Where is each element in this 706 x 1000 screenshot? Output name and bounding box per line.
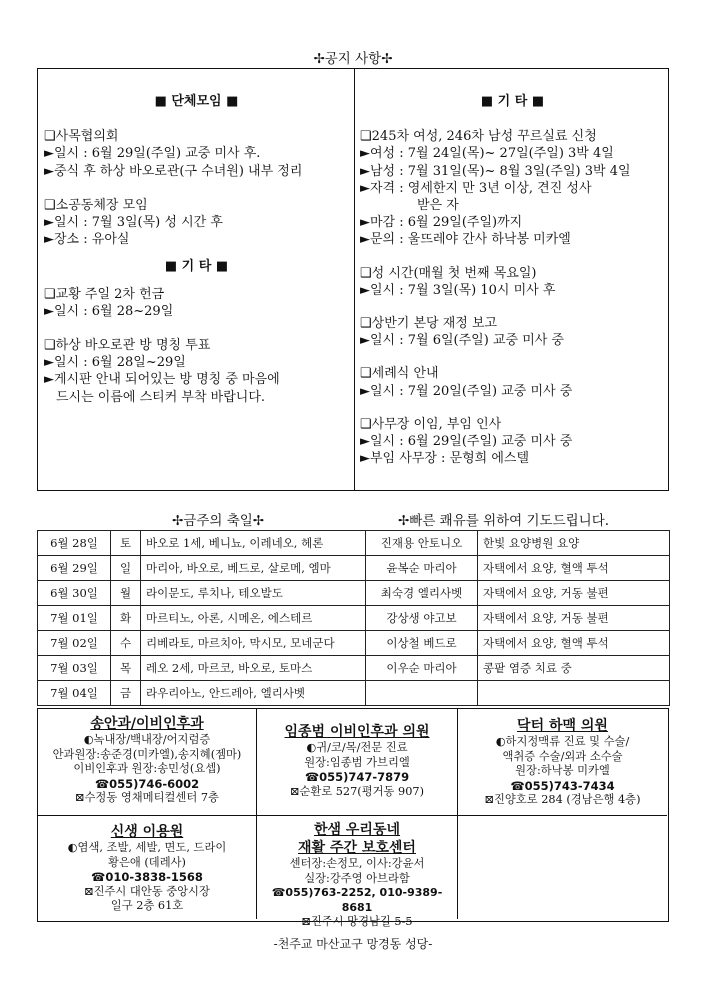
ad-name: 신생 이용원 bbox=[110, 824, 184, 840]
feast-date: 6월 30일 bbox=[38, 581, 111, 606]
notice-item-line: ►남성 : 7월 31일(목)~ 8월 3일(주일) 3박 4일 bbox=[360, 163, 631, 179]
feast-weekday: 월 bbox=[111, 581, 141, 606]
prayer-note: 자택에서 요양, 혈액 투석 bbox=[478, 556, 670, 581]
feast-saints: 마리아, 바오로, 베드로, 살로메, 엠마 bbox=[141, 556, 366, 581]
notice-item bbox=[360, 365, 665, 399]
notice-item-title: ❑세례식 안내 bbox=[360, 366, 439, 382]
notice-item-line: ►마감 : 6월 29일(주일)까지 bbox=[360, 215, 523, 231]
ad-lim-ent bbox=[257, 723, 457, 799]
ad-phone: ☎055)747-7879 bbox=[304, 770, 410, 784]
notice-item-title: ❑교황 주일 2차 헌금 bbox=[44, 286, 165, 302]
notice-item-line: ►중식 후 하상 바오로관(구 수녀원) 내부 정리 bbox=[44, 163, 303, 179]
ad-phone: ☎055)746-6002 bbox=[94, 776, 200, 791]
notice-item bbox=[44, 128, 349, 180]
notice-item-line: ►자격 : 영세한지 만 3년 이상, 견진 성사 bbox=[360, 180, 592, 196]
prayer-note: 한빛 요양병원 요양 bbox=[478, 531, 670, 556]
notice-item bbox=[44, 197, 349, 249]
notice-item-line: ►일시 : 7월 20일(주일) 교중 미사 중 bbox=[360, 383, 573, 399]
notice-item bbox=[360, 128, 665, 248]
notice-item-title: ❑245차 여성, 246차 남성 꾸르실료 신청 bbox=[360, 129, 597, 145]
ad-hansaem-care-center bbox=[257, 821, 457, 930]
section-heading-misc: ■ 기 타 ■ bbox=[480, 94, 545, 109]
ad-name: 닥터 하맥 의원 bbox=[517, 718, 608, 734]
ads-divider bbox=[38, 815, 667, 816]
ad-line: 안과원장:송준경(미카엘),송지혜(젬마) bbox=[52, 747, 242, 761]
notice-item-line: ►장소 : 유아실 bbox=[44, 232, 130, 248]
ad-line: 센터장:손정모, 이사:강윤서 bbox=[289, 857, 425, 870]
ad-line: 황은애 (데레사) bbox=[108, 855, 186, 869]
feast-weekday: 수 bbox=[111, 631, 141, 656]
notice-item-title: ❑사무장 이임, 부임 인사 bbox=[360, 416, 502, 432]
feast-weekday: 화 bbox=[111, 606, 141, 631]
feast-saints: 리베라토, 마르치아, 막시모, 모네군다 bbox=[141, 631, 366, 656]
notice-right-column bbox=[360, 69, 665, 467]
notice-item-line: ►일시 : 6월 29일(주일) 교중 미사 후. bbox=[44, 146, 261, 162]
notice-item-title: ❑소공동체장 모임 bbox=[44, 197, 148, 213]
table-row bbox=[38, 656, 670, 681]
notice-item-line: ►일시 : 7월 6일(주일) 교중 미사 중 bbox=[360, 333, 564, 349]
feast-date: 6월 28일 bbox=[38, 531, 111, 556]
prayer-title: ✢빠른 쾌유를 위하여 기도드립니다. bbox=[398, 513, 610, 529]
prayer-name: 진재용 안토니오 bbox=[366, 531, 478, 556]
ad-line: ◐염색, 조발, 세발, 면도, 드라이 bbox=[67, 841, 227, 854]
feast-date: 7월 04일 bbox=[38, 681, 111, 706]
prayer-note: 자택에서 요양, 혈액 투석 bbox=[478, 631, 670, 656]
prayer-name: 강상생 야고보 bbox=[366, 606, 478, 631]
feast-prayer-table bbox=[37, 530, 670, 706]
ad-name: 임종범 이비인후과 의원 bbox=[284, 724, 430, 740]
feast-weekday: 토 bbox=[111, 531, 141, 556]
ad-line: 액취증 수술/외과 소수술 bbox=[502, 749, 623, 763]
table-row bbox=[38, 581, 670, 606]
notice-box bbox=[37, 68, 669, 491]
ad-sinsaeng-barber bbox=[38, 823, 256, 914]
ad-address: ⊠진양호로 284 (경남은행 4층) bbox=[484, 793, 641, 806]
ad-phone: ☎055)763-2252, 010-9389-8681 bbox=[271, 886, 443, 914]
feast-saints: 라이문도, 루치나, 테오발도 bbox=[141, 581, 366, 606]
ad-line: ◐귀/코/목/전문 진료 bbox=[306, 741, 408, 754]
notice-item-line: ►게시판 안내 되어있는 방 명칭 중 마음에 bbox=[44, 372, 280, 388]
ad-line: ◐하지정맥류 진료 및 수술/ bbox=[495, 735, 630, 748]
notice-item-title: ❑사목협의회 bbox=[44, 129, 119, 145]
prayer-note: 자택에서 요양, 거동 불편 bbox=[478, 581, 670, 606]
table-row bbox=[38, 556, 670, 581]
notice-item-line: ►여성 : 7월 24일(목)~ 27일(주일) 3박 4일 bbox=[360, 146, 614, 162]
feast-saints: 레오 2세, 마르코, 바오로, 토마스 bbox=[141, 656, 366, 681]
notice-left-column bbox=[44, 69, 349, 406]
notice-item-line: 받은 자 bbox=[417, 198, 459, 214]
ad-line: 원장:임종범 가브리엘 bbox=[304, 755, 410, 769]
notice-item-title: ❑하상 바오로관 방 명칭 투표 bbox=[44, 338, 211, 354]
notice-item-line: ►일시 : 7월 3일(목) 성 시간 후 bbox=[44, 215, 223, 231]
notice-item bbox=[44, 286, 349, 320]
notice-item-title: ❑상반기 본당 재정 보고 bbox=[360, 316, 498, 332]
notice-item-line: ►일시 : 6월 28~29일 bbox=[44, 303, 174, 319]
ad-address: ⊠진주시 망경남길 5-5 bbox=[301, 915, 413, 928]
notice-item bbox=[360, 416, 665, 468]
section-heading-misc: ■ 기 타 ■ bbox=[164, 259, 229, 275]
feast-saints: 마르티노, 아론, 시메온, 에스테르 bbox=[141, 606, 366, 631]
notice-item-line: ►일시 : 6월 28일~29일 bbox=[44, 355, 186, 371]
ads-grid bbox=[37, 708, 669, 928]
notice-item bbox=[360, 315, 665, 349]
prayer-name: 윤복순 마리아 bbox=[366, 556, 478, 581]
ad-phone: ☎055)743-7434 bbox=[510, 778, 615, 793]
feast-weekday: 일 bbox=[111, 556, 141, 581]
prayer-name: 이우순 마리아 bbox=[366, 656, 478, 681]
prayer-name: 이상철 베드로 bbox=[366, 631, 478, 656]
table-row bbox=[38, 631, 670, 656]
feast-saints: 라우리아노, 안드레아, 엘리사벳 bbox=[141, 681, 366, 706]
ad-line: 이비인후과 원장:송민성(요셉) bbox=[73, 762, 221, 775]
prayer-note bbox=[478, 681, 670, 706]
notice-item-line: ►문의 : 울뜨레야 간사 하낙봉 미카엘 bbox=[360, 232, 571, 248]
prayer-note: 자택에서 요양, 거동 불편 bbox=[478, 606, 670, 631]
ad-doctor-hamaek bbox=[458, 717, 667, 808]
ad-name: 한샘 우리동네 bbox=[313, 822, 401, 838]
notice-item bbox=[360, 265, 665, 299]
notice-column-divider bbox=[354, 69, 355, 490]
feast-saints: 바오로 1세, 베니뇨, 이레네오, 헤론 bbox=[141, 531, 366, 556]
notice-item-line: ►일시 : 6월 29일(주일) 교중 미사 중 bbox=[360, 434, 573, 450]
prayer-name: 최숙경 엘리사벳 bbox=[366, 581, 478, 606]
feast-title: ✢금주의 축일✢ bbox=[172, 513, 265, 529]
notice-item-line: ►일시 : 7월 3일(목) 10시 미사 후 bbox=[360, 282, 556, 298]
feast-date: 7월 01일 bbox=[38, 606, 111, 631]
notice-item bbox=[44, 337, 349, 406]
section-heading-group-meetings: ■ 단체모임 ■ bbox=[154, 94, 239, 109]
ad-name: 재활 주간 보호센터 bbox=[298, 840, 416, 856]
notice-item-line: 드시는 이름에 스티커 부착 바랍니다. bbox=[56, 389, 266, 405]
prayer-note: 콩팥 염증 치료 중 bbox=[478, 656, 670, 681]
feast-weekday: 목 bbox=[111, 656, 141, 681]
table-row bbox=[38, 531, 670, 556]
feast-date: 7월 02일 bbox=[38, 631, 111, 656]
ad-phone: ☎010-3838-1568 bbox=[91, 870, 203, 884]
table-row bbox=[38, 681, 670, 706]
feast-date: 6월 29일 bbox=[38, 556, 111, 581]
ad-address: ⊠수정동 영채메티컬센터 7층 bbox=[75, 791, 219, 804]
ad-name: 송안과/이비인후과 bbox=[90, 716, 204, 732]
ad-line: ◐녹내장/백내장/어지럼증 bbox=[83, 733, 211, 746]
prayer-name bbox=[366, 681, 478, 706]
notice-item-line: ►부임 사무장 : 문형희 에스텔 bbox=[360, 451, 530, 467]
ad-line: 원장:하낙봉 미카엘 bbox=[515, 764, 610, 777]
footer: -천주교 마산교구 망경동 성당- bbox=[273, 937, 433, 951]
notice-title: ✢공지 사항✢ bbox=[313, 51, 393, 67]
ad-line: 실장:강주영 아브라함 bbox=[304, 871, 410, 885]
ad-address: 일구 2층 61호 bbox=[110, 899, 184, 912]
ad-address: ⊠진주시 대안동 중앙시장 bbox=[84, 884, 210, 898]
feast-date: 7월 03일 bbox=[38, 656, 111, 681]
ad-song-eye-ent bbox=[38, 715, 256, 806]
feast-weekday: 금 bbox=[111, 681, 141, 706]
ad-address: ⊠순환로 527(평거동 907) bbox=[289, 784, 425, 798]
notice-item-title: ❑성 시간(매월 첫 번째 목요일) bbox=[360, 265, 537, 281]
table-row bbox=[38, 606, 670, 631]
